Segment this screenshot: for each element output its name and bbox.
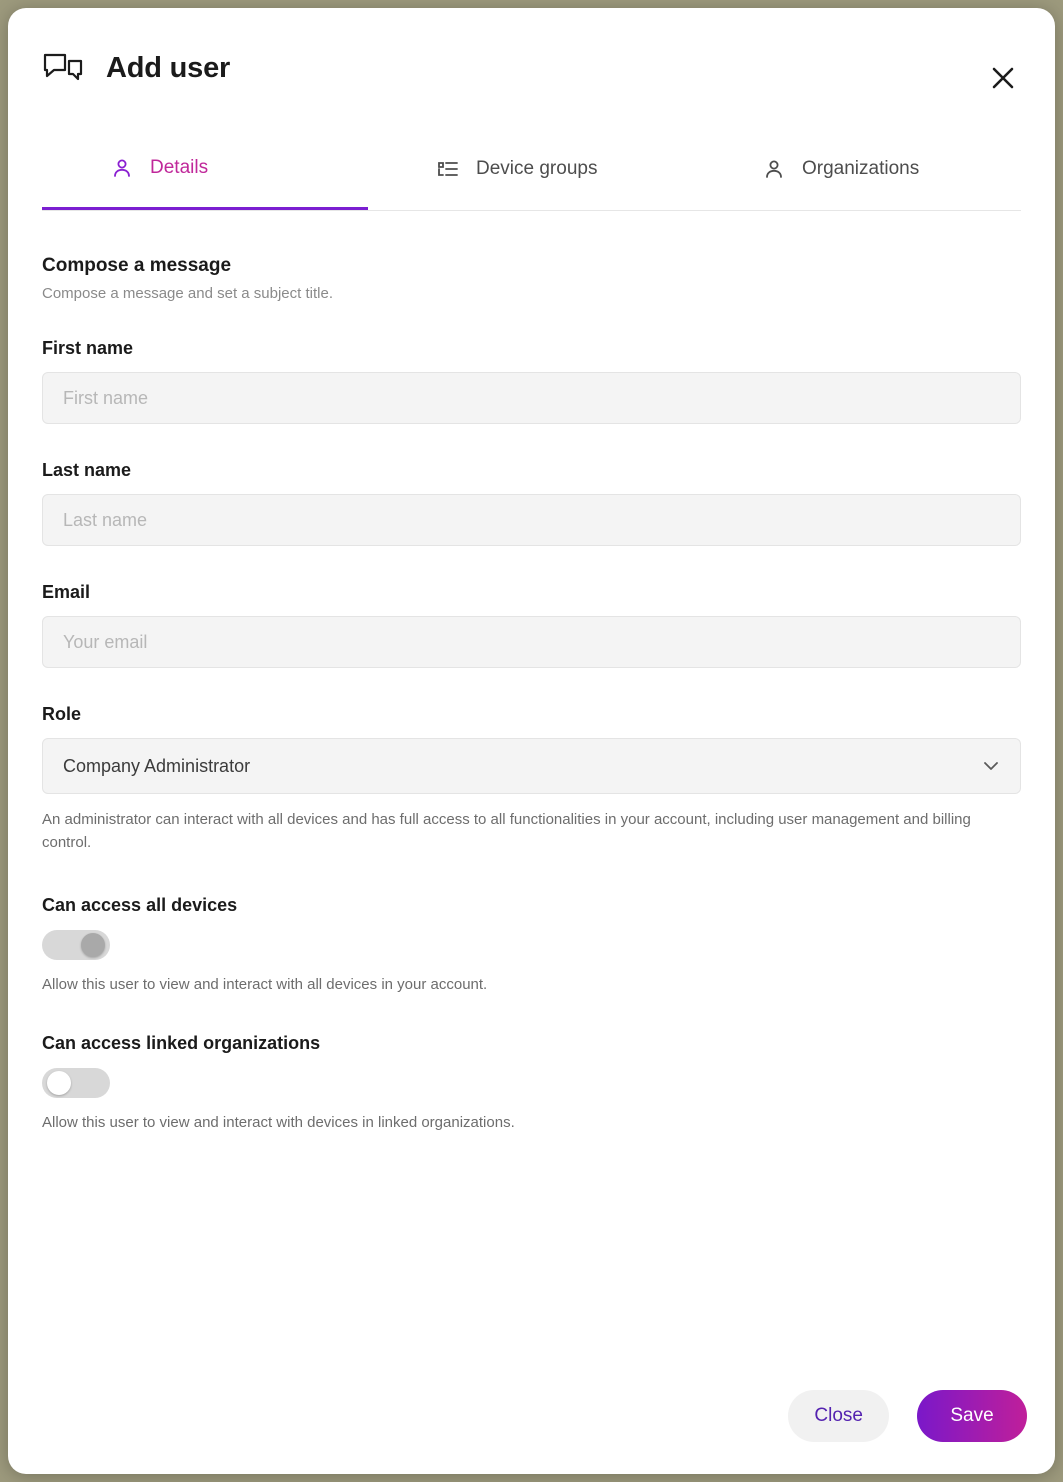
tab-device-groups-label: Device groups (476, 158, 598, 179)
modal-footer (8, 1390, 1055, 1442)
role-field-group (42, 704, 1021, 855)
list-icon (436, 157, 460, 181)
tab-details-label: Details (150, 156, 209, 178)
first-name-input[interactable] (42, 372, 1021, 424)
first-name-label: First name (42, 338, 134, 358)
role-select-value: Company Administrator (63, 755, 251, 776)
page-title: Add user (106, 51, 231, 84)
all-devices-label: Can access all devices (42, 894, 238, 915)
tab-device-groups[interactable] (368, 128, 694, 210)
close-icon[interactable] (981, 56, 1025, 100)
modal-content (8, 255, 1055, 1131)
tab-organizations-label: Organizations (802, 158, 920, 179)
first-name-field-group (42, 338, 1021, 424)
all-devices-help: Allow this user to view and interact with all devices in your account. (42, 975, 488, 993)
role-label: Role (42, 704, 82, 724)
role-select[interactable] (42, 738, 1021, 794)
close-button[interactable]: Close (788, 1390, 889, 1442)
email-field[interactable] (42, 616, 1021, 668)
user-icon (110, 156, 134, 180)
toggle-knob (81, 933, 105, 957)
tab-details[interactable] (42, 128, 368, 210)
email-label: Email (42, 582, 91, 602)
all-devices-toggle-group (42, 895, 1021, 993)
add-user-modal (8, 8, 1055, 1474)
modal-header (8, 8, 1055, 128)
tab-organizations[interactable] (694, 128, 1020, 210)
all-devices-toggle[interactable] (42, 930, 110, 960)
last-name-field-group (42, 460, 1021, 546)
role-help-text: An administrator can interact with all devices and has full access to all functionalities in your account, including user management and billing control. (42, 811, 971, 852)
linked-orgs-toggle[interactable] (42, 1068, 110, 1098)
linked-orgs-label: Can access linked organizations (42, 1032, 321, 1053)
linked-orgs-help: Allow this user to view and interact with devices in linked organizations. (42, 1113, 515, 1131)
section-title: Compose a message (42, 255, 232, 276)
role-select-wrap (42, 738, 1021, 794)
save-button[interactable]: Save (917, 1390, 1027, 1442)
last-name-input[interactable] (42, 494, 1021, 546)
user-outline-icon (762, 157, 786, 181)
toggle-knob (47, 1071, 71, 1095)
linked-orgs-toggle-group (42, 1033, 1021, 1131)
chat-bubbles-icon (42, 51, 84, 85)
email-field-group (42, 582, 1021, 668)
header-left (42, 51, 230, 85)
tab-bar (42, 128, 1021, 211)
last-name-label: Last name (42, 460, 132, 480)
section-subtitle: Compose a message and set a subject title. (42, 285, 333, 302)
